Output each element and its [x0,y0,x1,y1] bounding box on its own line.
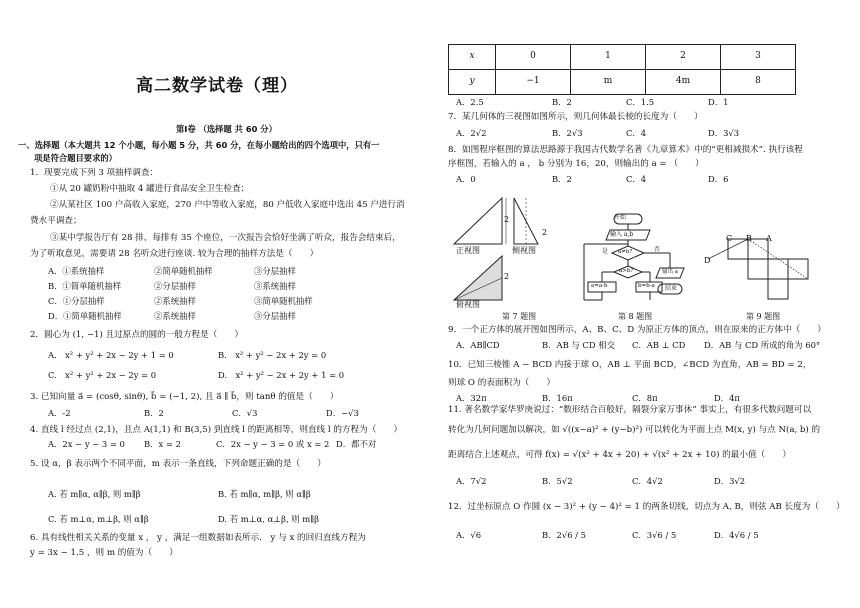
flow-start: 开始 [614,214,627,221]
q4-option-b: B．x = 2 [144,439,181,449]
table-cell: −1 [496,70,571,95]
q1-option-a2: ②简单随机抽样 [154,266,213,276]
q12-option-b: B．2√6 / 5 [542,530,586,540]
q5-stem: 5. 设 α，β 表示两个不同平面，m 表示一条直线，下列命题正确的是（ ） [30,459,326,469]
flow-yes: 是 [602,248,609,255]
q7-option-d: D．3√3 [708,128,740,138]
q1-stem: 1．现要完成下列 3 项抽样调查： [30,168,159,178]
side-view-shape [514,198,538,244]
q1-option-d2: ②系统抽样 [154,311,196,321]
q2-option-a: A. x² + y² + 2x − 2y + 1 = 0 [48,350,174,360]
page-title: 高二数学试卷（理） [136,76,298,96]
q11-line2: 转化为几何问题加以解决，如 √((x−a)² + (y−b)²) 可以转化为平面上点 M(x, y) 与点 N(a, b) 的 [448,425,821,435]
q3-option-a: A．-2 [48,408,71,418]
q1-option-c3: ③简单随机抽样 [254,296,313,306]
q4-option-a: A．2x − y − 3 = 0 [48,439,125,449]
q1-item2b: 费水平调查； [30,216,82,226]
cube-label-b: B [746,234,752,243]
q11-option-a: A．7√2 [456,476,487,486]
cube-label-d: D [704,256,711,265]
dim-label: 2 [542,228,548,237]
q6-option-d: D．1 [708,97,729,107]
q1-option-b1: B．①简单随机抽样 [48,281,122,291]
q3-option-c: C．√3 [232,408,258,418]
q1-option-a1: A．①系统抽样 [48,266,105,276]
table-cell: 0 [496,45,571,70]
q8-line2: 序框图，若输入的 a ， b 分别为 16，20，则输出的 a = （ ） [448,159,704,169]
front-view-label: 正视图 [456,246,480,255]
q11-option-c: C．4√2 [632,476,663,486]
flow-no: 否 [654,246,661,253]
q9-option-b: B．AB 与 CD 相交 [542,340,615,350]
q1-option-d3: ③分层抽样 [254,311,296,321]
q6-option-c: C．1.5 [626,97,655,107]
q1-item3a: ③某中学报告厅有 28 排，每排有 35 个座位，一次报告会恰好坐满了听众，报告会结束后， [50,233,401,243]
section-instructions-2: 项是符合题目要求的） [34,153,117,163]
q8-option-c: C．4 [626,174,647,184]
table-cell: 3 [721,45,796,70]
figure8-caption: 第 8 题图 [618,312,653,321]
q11-line3: 距离结合上述观点，可得 f(x) = √(x² + 4x + 20) + √(x² + 2x + 10) 的最小值（ ） [448,450,791,460]
top-view-shape [454,256,502,300]
q2-option-b: B. x² + y² − 2x + 2y = 0 [218,350,327,360]
flow-output: 输出 a [662,269,679,275]
q2-option-c: C. x² + y² + 2x − 2y = 0 [48,370,157,380]
q5-option-c: C. 若 m⊥α, m⊥β, 则 α∥β [48,514,149,524]
q10-option-a: A．32π [456,393,487,403]
q11-line1: 11. 著名数学家华罗庚说过：“数形结合百般好，隔裂分家万事休” 事实上，有很多代数问题可以 [448,405,812,415]
regression-table [448,44,796,95]
flow-cond2: a>b? [619,268,634,274]
cube-label-c: C [726,234,733,243]
q7-option-b: B．2√3 [552,128,583,138]
q7-option-a: A．2√2 [456,128,487,138]
flow-end: 结束 [665,285,678,292]
q1-item3b: 为了听取意见，需要请 28 名听众进行座谈. 较为合理的抽样方法是（ ） [30,249,319,259]
front-view-shape [454,198,502,244]
q5-option-a: A. 若 m∥α, α∥β, 则 m∥β [48,489,141,499]
table-cell: 4m [646,70,721,95]
q4-option-c: C．2x − y − 3 = 0 或 x = 2 [216,439,330,449]
q12-option-d: D．4√6 / 5 [714,530,759,540]
q9-stem: 9．一个正方体的展开图如图所示，A、B、C、D 为原正方体的顶点，则在原来的正方体中（ ） [448,325,826,335]
q1-option-d1: D．①简单随机抽样 [48,311,122,321]
q1-option-b3: ③系统抽样 [254,281,296,291]
q12-option-c: C．3√6 / 5 [632,530,677,540]
flow-box-b: b=b-a [638,283,655,289]
q6-option-a: A．2.5 [456,97,484,107]
part-heading: 第Ⅰ卷 （选择题 共 60 分） [176,124,277,134]
figure7-caption: 第 7 题图 [502,312,537,321]
q2-stem: 2．圆心为 (1, −1) 且过原点的圆的一般方程是（ ） [30,330,244,340]
q8-option-b: B．2 [552,174,572,184]
q9-option-c: C．AB ⊥ CD [632,340,686,350]
table-cell: 8 [721,70,796,95]
q6-option-b: B．2 [552,97,572,107]
q6-line2: y = 3x − 1.5 ，则 m 的值为（ ） [30,548,178,558]
q8-option-d: D．6 [708,174,729,184]
q10-option-b: B．16π [542,393,573,403]
flow-cond1: a≠b? [618,249,633,255]
q1-option-c1: C．①分层抽样 [48,296,105,306]
section-instructions-1: 一、选择题（本大题共 12 个小题，每小题 5 分，共 60 分，在每小题给出的四个选项中，只有一 [18,140,380,150]
flow-input: 输入 a,b [610,231,634,238]
top-view-label: 俯视图 [456,300,480,309]
q9-option-a: A．AB∥CD [456,340,500,350]
q1-option-b2: ②分层抽样 [154,281,196,291]
q1-item2a: ②从某社区 100 户高收入家庭，270 户中等收入家庭，80 户低收入家庭中选出 45 户进行消 [50,200,405,210]
q5-option-d: D. 若 m⊥α, α⊥β, 则 m∥β [218,514,319,524]
q8-option-a: A．0 [456,174,476,184]
dim-label: 2 [504,215,510,224]
flow-box-a: a=a-b [591,283,608,289]
q10-option-c: C．8π [632,393,658,403]
q10-line1: 10．已知三棱锥 A − BCD 内接于球 O，AB ⊥ 平面 BCD，∠BCD 为直角，AB = BD = 2， [448,360,812,370]
dim-label: 2 [504,272,510,281]
table-row [449,70,796,95]
side-view-label: 侧视图 [512,246,536,255]
table-cell: x [449,45,496,70]
q2-option-d: D. x² + y² − 2x + 2y + 1 = 0 [218,370,345,380]
q7-stem: 7．某几何体的三视图如图所示，则几何体最长棱的长度为（ ） [448,112,703,122]
q5-option-b: B. 若 m∥α, m∥β, 则 α∥β [218,489,311,499]
q10-option-d: D．4π [714,393,740,403]
table-cell: m [571,70,646,95]
q12-stem: 12．过坐标原点 O 作圆 (x − 3)² + (y − 4)² = 1 的两条切线，切点为 A, B，则弦 AB 长度为（ ） [448,502,845,512]
q7-option-c: C．4 [626,128,647,138]
q9-option-d: D．AB 与 CD 所成的角为 60° [704,340,821,350]
q4-option-d: D．都不对 [336,439,377,449]
q10-line2: 则球 O 的表面积为（ ） [448,378,556,388]
q1-item1: ①从 20 罐奶粉中抽取 4 罐进行食品安全卫生检查； [50,184,250,194]
figure9-caption: 第 9 题图 [746,312,781,321]
q3-option-d: D．−√3 [326,408,359,418]
cube-label-a: A [766,234,772,243]
q12-option-a: A．√6 [456,530,482,540]
q11-option-d: D．3√2 [714,476,746,486]
table-cell: y [449,70,496,95]
q3-stem: 3. 已知向量 a⃗ = (cosθ, sinθ), b⃗ = (−1, 2), 且 a⃗ ∥ b⃗，则 tanθ 的值是（ ） [30,392,339,402]
cube-net-figure [704,225,824,305]
q1-option-a3: ③分层抽样 [254,266,296,276]
table-row [449,45,796,70]
table-cell: 1 [571,45,646,70]
q6-line1: 6. 具有线性相关关系的变量 x ， y ，满足一组数据如表所示． y 与 x 的回归直线方程为 [30,533,366,543]
q11-option-b: B．5√2 [542,476,573,486]
table-cell: 2 [646,45,721,70]
q8-line1: 8．如图程序框图的算法思路源于我国古代数学名著《九章算术》中的“更相减损术”. 执行该程 [448,145,803,155]
q1-option-c2: ②系统抽样 [154,296,196,306]
q3-option-b: B．2 [144,408,164,418]
q4-stem: 4. 直线 l 经过点 (2,1)，且点 A(1,1) 和 B(3,5) 到直线 l 的距离相等，则直线 l 的方程为（ ） [30,425,403,435]
